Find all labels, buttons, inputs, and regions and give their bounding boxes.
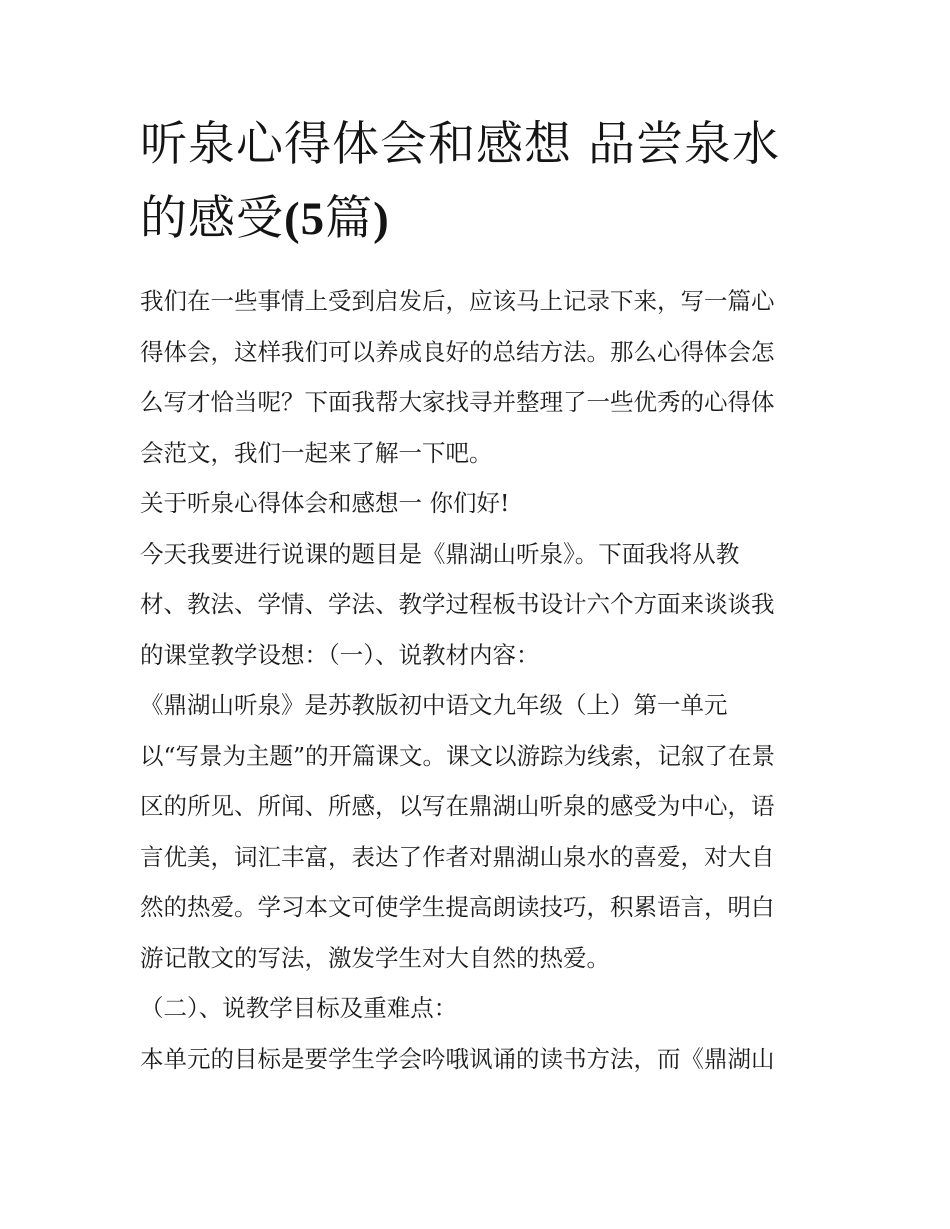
body-line: 么写才恰当呢？下面我帮大家找寻并整理了一些优秀的心得体 (140, 388, 775, 416)
body-line: 材、教法、学情、学法、教学过程板书设计六个方面来谈谈我 (140, 590, 775, 618)
body-line: 本单元的目标是要学生学会吟哦讽诵的读书方法，而《鼎湖山 (140, 1044, 775, 1073)
body-line: 我们在一些事情上受到启发后，应该马上记录下来，写一篇心 (140, 287, 775, 315)
body-line: 游记散文的写法，激发学生对大自然的热爱。 (140, 943, 610, 972)
title-line-1: 听泉心得体会和感想 品尝泉水 (140, 117, 780, 172)
document-body (140, 276, 820, 1084)
body-line: 的课堂教学设想：（一）、说教材内容： (140, 640, 540, 669)
body-line: 《鼎湖山听泉》是苏教版初中语文九年级（上）第一单元 (140, 691, 728, 719)
document-title (140, 108, 820, 256)
body-line: 以“写景为主题”的开篇课文。课文以游踪为线索，记叙了在景 (140, 741, 776, 770)
section-heading-line: 关于听泉心得体会和感想一 你们好! (140, 489, 510, 517)
body-line: 言优美，词汇丰富，表达了作者对鼎湖山泉水的喜爱，对大自 (140, 842, 775, 871)
title-line-2: 的感受(5篇) (140, 191, 390, 246)
body-line: 然的热爱。学习本文可使学生提高朗读技巧，积累语言，明白 (140, 893, 775, 921)
body-line: 区的所见、所闻、所感，以写在鼎湖山听泉的感受为中心，语 (140, 792, 775, 820)
section-heading-line: （二）、说教学目标及重难点： (140, 994, 458, 1022)
body-line: 得体会，这样我们可以养成良好的总结方法。那么心得体会怎 (140, 337, 775, 366)
body-line: 会范文，我们一起来了解一下吧。 (140, 438, 493, 467)
body-line: 今天我要进行说课的题目是《鼎湖山听泉》。下面我将从教 (140, 539, 740, 568)
